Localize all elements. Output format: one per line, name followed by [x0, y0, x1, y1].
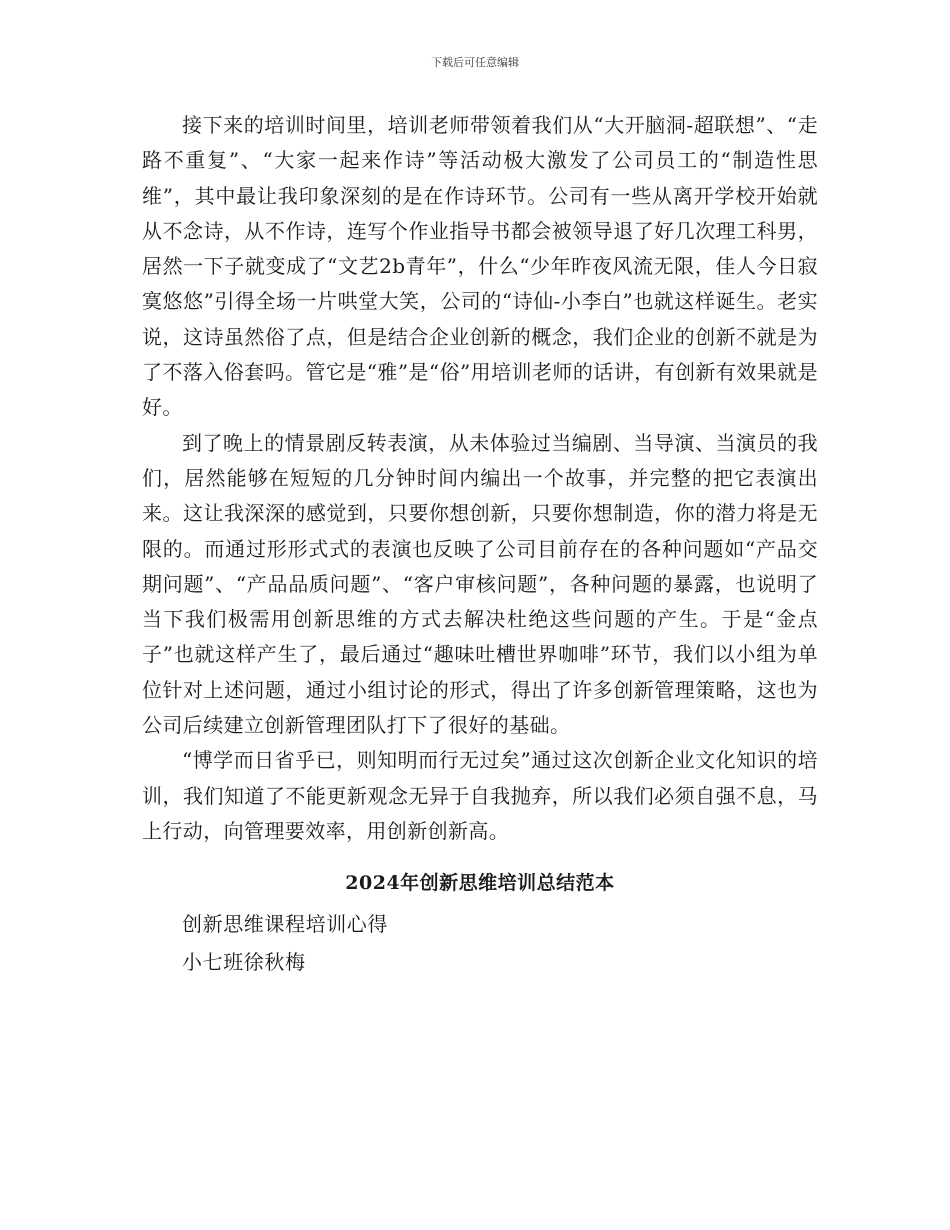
paragraph-conclusion: “博学而日省乎已，则知明而行无过矣”通过这次创新企业文化知识的培训，我们知道了不能更新观念无异于自我抛弃，所以我们必须自强不息，马上行动，向管理要效率，用创新创新高。 — [142, 748, 818, 843]
paragraph-training-activities: 接下来的培训时间里，培训老师带领着我们从“大开脑洞-超联想”、“走路不重复”、“大家一起来作诗”等活动极大激发了公司员工的“制造性思维”，其中最让我印象深刻的是在作诗环节。公司有一些从离开学校开始就从不念诗，从不作诗，连写个作业指导书都会被领导退了好几次理工科男，居然一下子就变成了“文艺2b青年”，什么“少年昨夜风流无限，佳人今日寂寞悠悠”引得全场一片哄堂大笑，公司的“诗仙-小李白”也就这样诞生。老实说，这诗虽然俗了点，但是结合企业创新的概念，我们企业的创新不就是为了不落入俗套吗。管它是“雅”是“俗”用培训老师的话讲，有创新有效果就是好。 — [142, 113, 818, 420]
paragraph-situational-drama: 到了晚上的情景剧反转表演，从未体验过当编剧、当导演、当演员的我们，居然能够在短短的几分钟时间内编出一个故事，并完整的把它表演出来。这让我深深的感觉到，只要你想创新，只要你想制造，你的潜力将是无限的。而通过形形式式的表演也反映了公司目前存在的各种问题如“产品交期问题”、“产品品质问题”、“客户审核问题”，各种问题的暴露，也说明了当下我们极需用创新思维的方式去解决杜绝这些问题的产生。于是“金点子”也就这样产生了，最后通过“趣味吐槽世界咖啡”环节，我们以小组为单位针对上述问题，通过小组讨论的形式，得出了许多创新管理策略，这也为公司后续建立创新管理团队打下了很好的基础。 — [142, 430, 818, 738]
header-note: 下载后可任意编辑 — [431, 56, 519, 69]
document-subtitle: 创新思维课程培训心得 — [182, 912, 388, 937]
document-body — [142, 108, 818, 975]
document-title: 2024年创新思维培训总结范本 — [345, 872, 615, 895]
document-author: 小七班徐秋梅 — [182, 950, 306, 975]
